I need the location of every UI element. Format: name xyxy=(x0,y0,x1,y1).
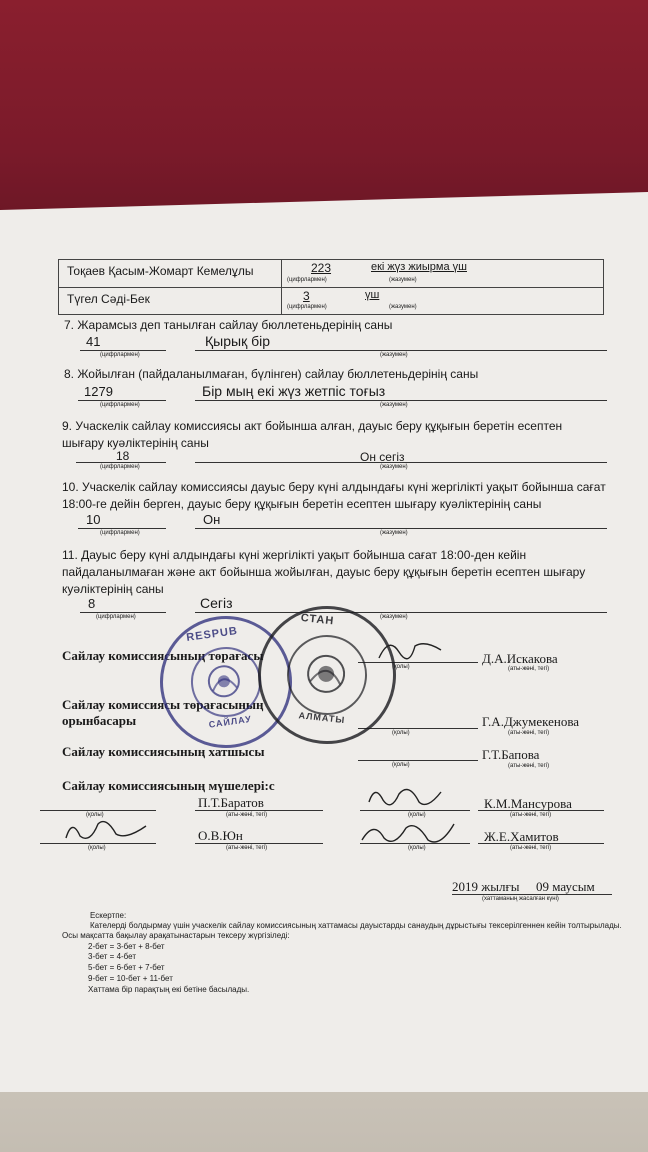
name-line xyxy=(478,843,604,844)
chair-signature-icon xyxy=(375,632,445,668)
name-caption: (аты-жөні, тегі) xyxy=(508,730,550,736)
notes-heading: Ескертпе: xyxy=(90,911,127,920)
notes-formula: 3-бет = 4-бет xyxy=(88,952,137,961)
item-11-digits: 8 xyxy=(88,596,96,611)
seal-text: RESPUB xyxy=(185,624,239,645)
member-name: П.Т.Баратов xyxy=(198,795,264,810)
deputy-name: Г.А.Джумекенова xyxy=(482,714,580,729)
seal-text: АЛМАТЫ xyxy=(298,710,346,726)
digits-line xyxy=(78,400,166,401)
member-name: О.В.Юн xyxy=(198,828,243,843)
digits-caption: (цифрлармен) xyxy=(100,402,140,408)
words-caption: (жазумен) xyxy=(380,530,408,536)
words-line xyxy=(195,528,607,529)
name-caption: (аты-жөні, тегі) xyxy=(226,845,268,851)
digits-line xyxy=(76,462,166,463)
seal-text: СТАН xyxy=(300,611,335,628)
name-line xyxy=(195,843,323,844)
table-row xyxy=(59,287,603,315)
item-7-title: 7. Жарамсыз деп танылған сайлау бюллетеньдерінің саны xyxy=(64,318,393,332)
candidate-name: Түгел Сәді-Бек xyxy=(67,292,150,306)
item-8-words: Бір мың екі жүз жетпіс тоғыз xyxy=(202,383,386,399)
member-signature-icon xyxy=(60,814,150,846)
date-year: 2019 жылғы xyxy=(452,879,520,894)
notes-formula: 9-бет = 10-бет + 11-бет xyxy=(88,974,173,983)
members-label: Сайлау комиссиясының мүшелері:с xyxy=(62,778,275,793)
notes-formula: 2-бет = 3-бет + 8-бет xyxy=(88,942,165,951)
candidate-votes-words: екі жүз жиырма үш xyxy=(371,261,467,273)
member-signature-icon xyxy=(358,818,458,852)
name-caption: (аты-жөні, тегі) xyxy=(508,763,550,769)
words-line xyxy=(195,350,607,351)
signature-caption: (қолы) xyxy=(392,730,410,736)
chair-label: Сайлау комиссиясының төрағасы xyxy=(62,648,264,663)
digits-caption: (цифрлармен) xyxy=(100,352,140,358)
digits-caption: (цифрлармен) xyxy=(96,614,136,620)
emblem-icon xyxy=(204,661,245,702)
member-signature-icon xyxy=(365,782,445,814)
notes-paragraph: Кателерді болдырмау үшін учаскелік сайлау комиссиясының хаттамасы дауыстарды санаудың дұрыстығы тексерілгеннен кейін толтырылады. Осы мақсатта бақылау арақатынастарын тексеру жүргізіледі: xyxy=(62,921,622,940)
item-7-words: Қырық бір xyxy=(205,333,270,349)
deputy-label-1: Сайлау комиссиясы төрағасының xyxy=(62,697,264,712)
item-9-words: Он сегіз xyxy=(360,450,405,464)
name-line xyxy=(195,810,323,811)
digits-line xyxy=(78,528,166,529)
secretary-name: Г.Т.Бапова xyxy=(482,747,540,762)
item-8-title: 8. Жойылған (пайдаланылмаған, бүлінген) сайлау бюллетеньдерінің саны xyxy=(64,367,479,381)
name-caption: (аты-жөні, тегі) xyxy=(508,666,550,672)
name-line xyxy=(478,810,604,811)
signature-line xyxy=(358,728,478,729)
table-row xyxy=(59,260,603,287)
words-caption: (жазумен) xyxy=(380,464,408,470)
digits-line xyxy=(80,612,166,613)
secretary-label: Сайлау комиссиясының хатшысы xyxy=(62,744,265,759)
name-caption: (аты-жөні, тегі) xyxy=(510,812,552,818)
date-caption: (хаттаманың жасалған күні) xyxy=(482,896,559,902)
item-8-digits: 1279 xyxy=(84,384,113,399)
words-caption: (жазумен) xyxy=(380,352,408,358)
background-fabric xyxy=(0,0,648,215)
item-11-title: 11. Дауыс беру күні алдындағы күні жергілікті уақыт бойынша сағат 18:00-ден кейін пайдаланылмаған және акт бойынша жойылған, дауыс беру құқығын беретін есептен шығару куәліктерінің саны xyxy=(62,548,586,596)
signature-caption: (қолы) xyxy=(392,664,410,670)
candidate-name: Тоқаев Қасым-Жомарт Кемелұлы xyxy=(67,264,254,278)
digits-caption: (цифрлармен) xyxy=(287,277,327,283)
words-line xyxy=(195,462,607,463)
candidate-votes-digits: 3 xyxy=(303,289,310,303)
signature-line xyxy=(40,810,156,811)
member-name: Ж.Е.Хамитов xyxy=(484,829,559,844)
words-caption: (жазумен) xyxy=(380,614,408,620)
name-caption: (аты-жөні, тегі) xyxy=(510,845,552,851)
signature-caption: (қолы) xyxy=(408,845,426,851)
words-caption: (жазумен) xyxy=(389,304,417,310)
candidate-votes-words: үш xyxy=(365,289,380,301)
digits-line xyxy=(80,350,166,351)
words-caption: (жазумен) xyxy=(380,402,408,408)
digits-caption: (цифрлармен) xyxy=(100,464,140,470)
notes-closing: Хаттама бір парақтың екі бетіне басылады. xyxy=(88,985,250,994)
words-caption: (жазумен) xyxy=(389,277,417,283)
item-11-words: Сегіз xyxy=(200,595,233,611)
signature-caption: (қолы) xyxy=(88,845,106,851)
item-9-title: 9. Учаскелік сайлау комиссиясы акт бойынша алған, дауыс беру құқығын беретін есептен шығару куәліктерінің саны xyxy=(62,419,563,450)
seal-text: САЙЛАУ xyxy=(208,713,253,730)
deputy-label-2: орынбасары xyxy=(62,713,137,728)
emblem-icon xyxy=(303,651,349,697)
signature-caption: (қолы) xyxy=(408,812,426,818)
words-line xyxy=(195,400,607,401)
date-line xyxy=(452,894,612,895)
chair-name: Д.А.Искакова xyxy=(482,651,558,666)
signature-line xyxy=(358,760,478,761)
signature-caption: (қолы) xyxy=(392,762,410,768)
item-9-digits: 18 xyxy=(116,449,130,463)
item-7-digits: 41 xyxy=(86,334,101,349)
candidate-votes-digits: 223 xyxy=(311,261,332,275)
member-name: К.М.Мансурова xyxy=(484,796,572,811)
date-day-month: 09 маусым xyxy=(536,879,595,894)
digits-caption: (цифрлармен) xyxy=(100,530,140,536)
digits-caption: (цифрлармен) xyxy=(287,304,327,310)
name-caption: (аты-жөні, тегі) xyxy=(226,812,268,818)
signature-caption: (қолы) xyxy=(86,812,104,818)
notes-formula: 5-бет = 6-бет + 7-бет xyxy=(88,963,165,972)
item-10-words: Он xyxy=(203,512,221,527)
words-line xyxy=(195,612,607,613)
item-10-title: 10. Учаскелік сайлау комиссиясы дауыс беру күні алдындағы күні жергілікті уақыт бойынша сағат 18:00-ге дейін берген, дауыс беру құқығын беретін есептен шығару куәліктерінің саны xyxy=(62,480,606,511)
item-10-digits: 10 xyxy=(86,512,101,527)
candidates-table xyxy=(58,259,604,315)
